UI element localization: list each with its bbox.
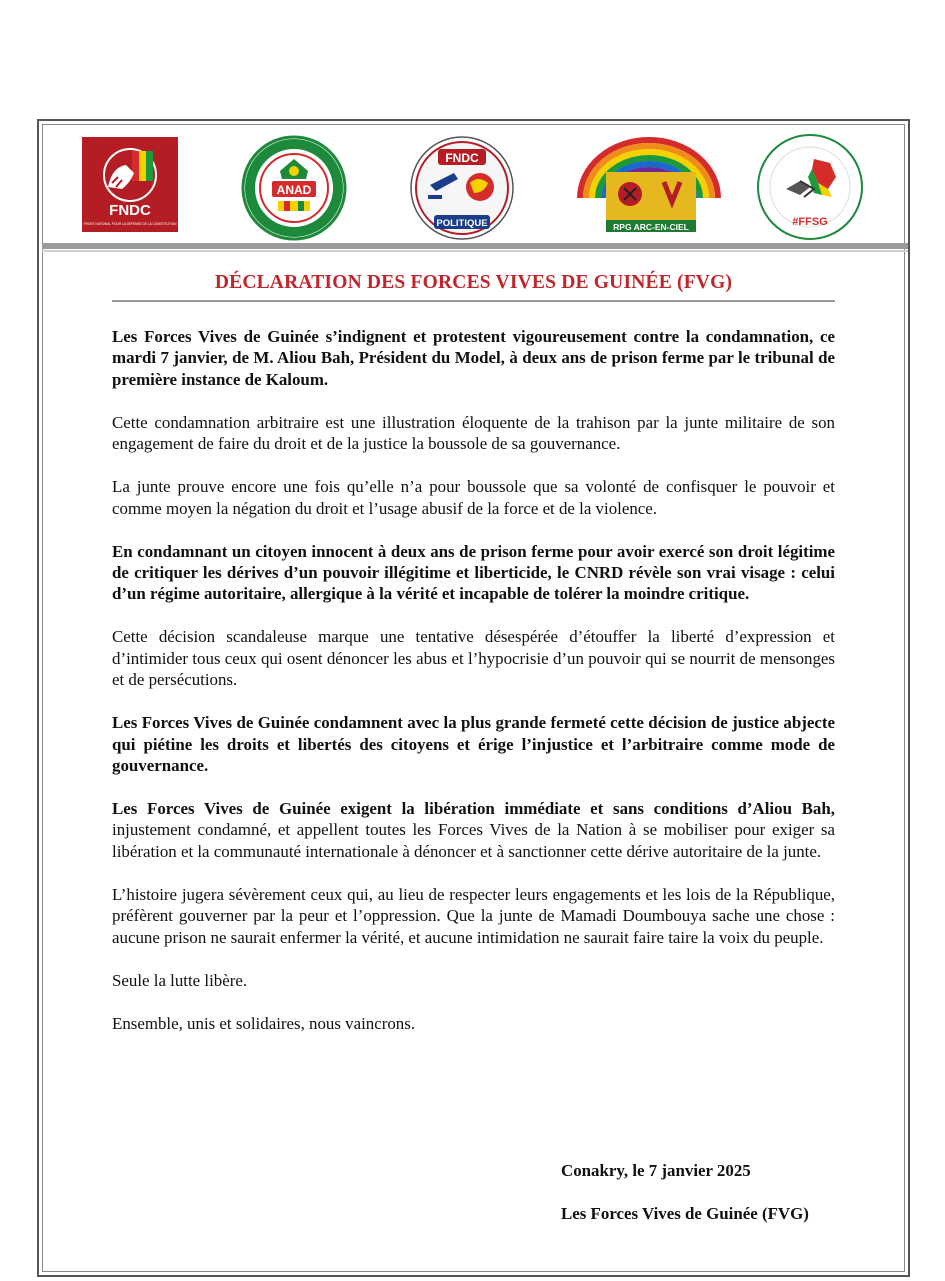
paragraph-1: Les Forces Vives de Guinée s’indignent et protestent vigoureusement contre la condamnation, ce mardi 7 janvier, de M. Aliou Bah, Président du Model, à deux ans de prison ferme par le tribunal de première instance de Kaloum. [112, 327, 835, 389]
declaration-body [112, 326, 835, 1056]
paragraph-2: Cette condamnation arbitraire est une illustration éloquente de la trahison par la junte militaire de son engagement de faire du droit et de la justice la boussole de sa gouvernance. [112, 412, 835, 454]
ffsg-logo-label: #FFSG [792, 216, 828, 228]
anad-logo [240, 135, 348, 241]
anad-logo-label: ANAD [276, 183, 312, 197]
signatory: Les Forces Vives de Guinée (FVG) [561, 1204, 809, 1223]
paragraph-5: Cette décision scandaleuse marque une tentative désespérée d’étouffer la liberté d’expression et d’intimider tous ceux qui osent dénoncer les abus et l’hypocrisie d’un pouvoir qui se nourrit de mensonges et de persécutions. [112, 627, 835, 690]
paragraph-3: La junte prouve encore une fois qu’elle n’a pour boussole que sa volonté de confisquer le pouvoir et comme moyen la négation du droit et l’usage abusif de la force et de la violence. [112, 477, 835, 518]
paragraph-10: Ensemble, unis et solidaires, nous vaincrons. [112, 1013, 416, 1033]
title-underline [112, 300, 835, 302]
paragraph-9: Seule la lutte libère. [112, 970, 248, 990]
paragraph-4: En condamnant un citoyen innocent à deux ans de prison ferme pour avoir exercé son droit légitime de critiquer les dérives d’un pouvoir illégitime et liberticide, le CNRD révèle son vrai visage : celui d’un régime autoritaire, allergique à la vérité et incapable de tolérer la moindre critique. [112, 541, 835, 604]
ffsg-logo [756, 133, 864, 241]
fndc-logo-label: FNDC [109, 202, 151, 219]
rpg-logo-label: RPG ARC-EN-CIEL [613, 222, 689, 232]
paragraph-7 [112, 798, 835, 862]
fndc-politique-logo [408, 135, 516, 241]
fndc-politique-bottom: POLITIQUE [436, 218, 488, 229]
header-divider-thin [42, 250, 908, 252]
header-divider [42, 243, 908, 249]
paragraph-6: Les Forces Vives de Guinée condamnent avec la plus grande fermeté cette décision de justice abjecte qui piétine les droits et libertés des citoyens et érige l’injustice et l’arbitraire comme mode de gouvernance. [112, 713, 835, 776]
paragraph-8: L’histoire jugera sévèrement ceux qui, au lieu de respecter leurs engagements et les lois de la République, préfèrent gouverner par la peur et l’oppression. Que la junte de Mamadi Doumbouya sache une chose : aucune prison ne saurait enfermer la vérité, et aucune intimidation ne saurait faire taire la voix du peuple. [112, 884, 835, 947]
paragraph-7-lead: Les Forces Vives de Guinée exigent la libération immédiate et sans conditions d’Aliou Bah, [112, 799, 835, 819]
declaration-title: DÉCLARATION DES FORCES VIVES DE GUINÉE (FVG) [214, 272, 733, 293]
paragraph-7-rest: injustement condamné, et appellent toutes les Forces Vives de la Nation à se mobiliser pour exiger sa libération et la communauté internationale à dénoncer et à sanctionner cette dérive autoritaire de la junte. [112, 820, 835, 861]
place-date: Conakry, le 7 janvier 2025 [561, 1161, 751, 1180]
fndc-logo-tagline: FRONT NATIONAL POUR LA DÉFENSE DE LA CONSTITUTION [83, 222, 177, 226]
rpg-arc-en-ciel-logo [576, 136, 722, 236]
fndc-politique-top: FNDC [445, 151, 479, 165]
fndc-logo [82, 137, 178, 232]
